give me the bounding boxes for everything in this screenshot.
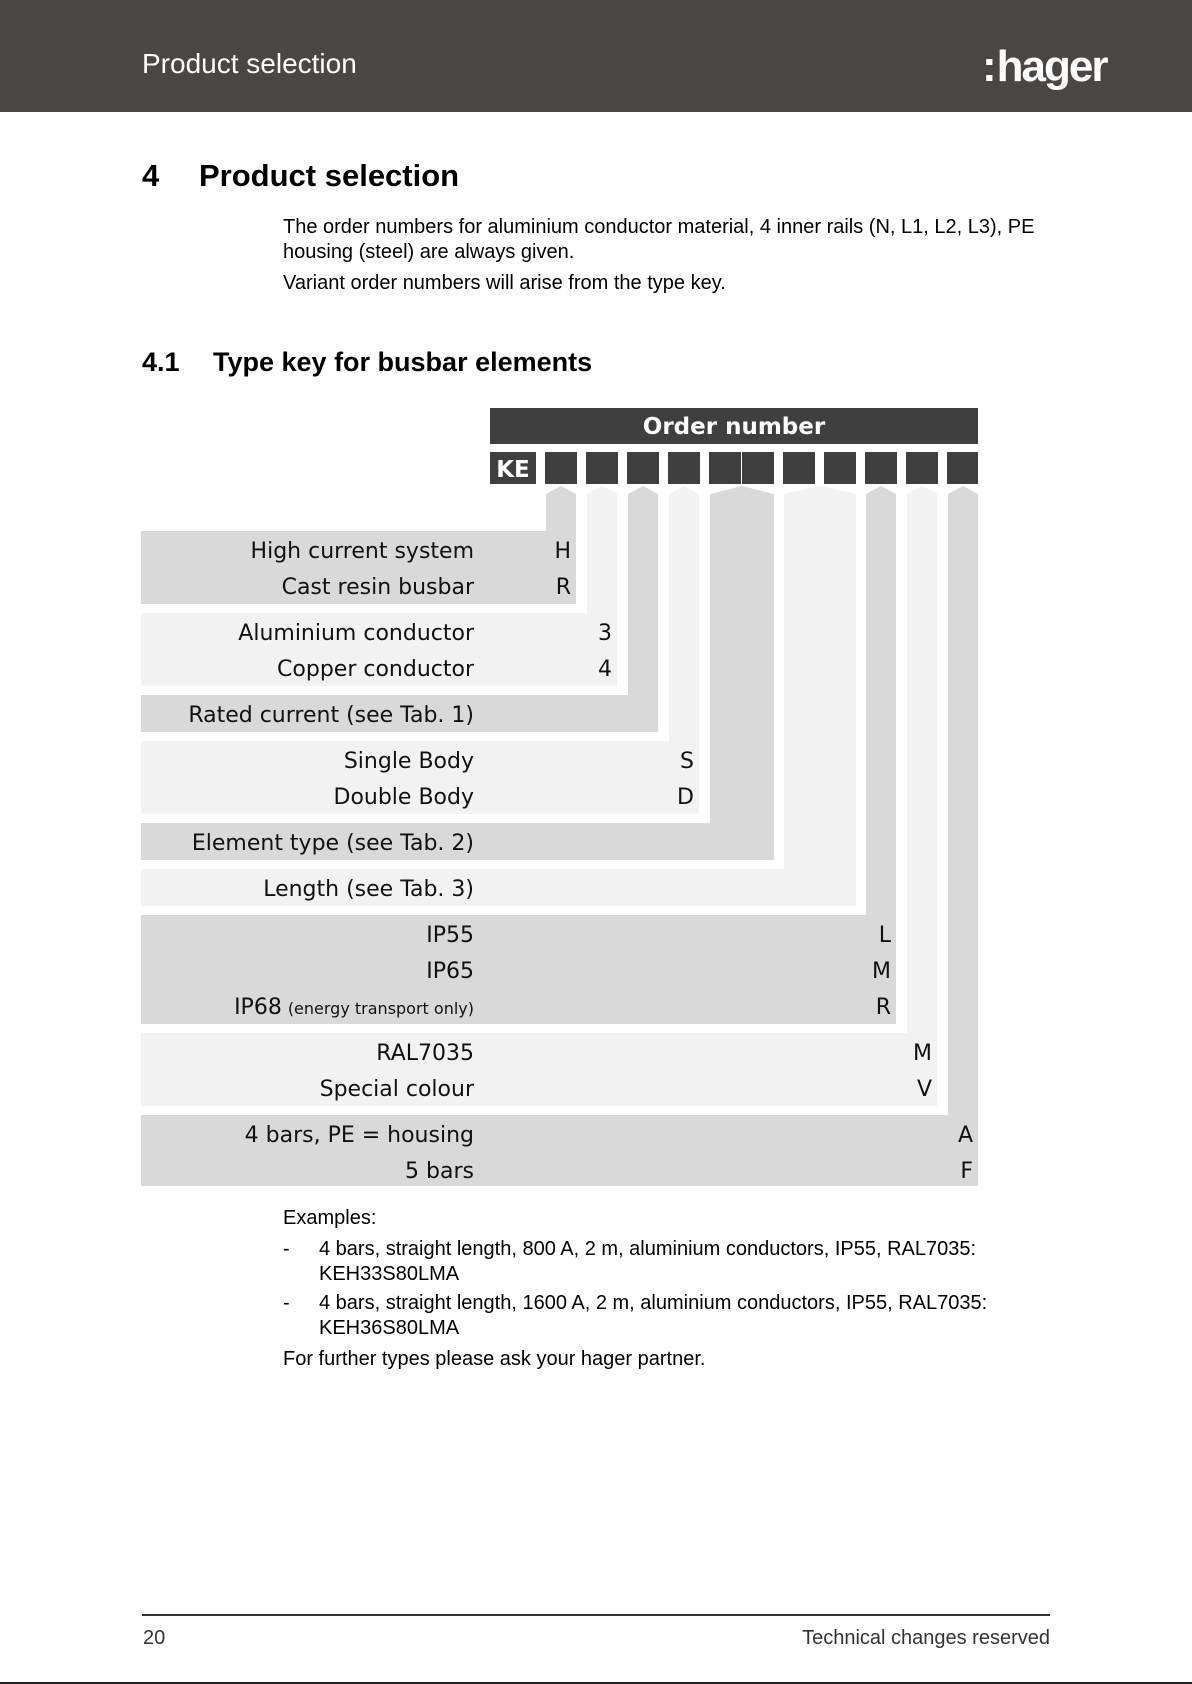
subsection-number: 4.1 [142,347,180,377]
band-colour [141,1033,937,1106]
position-box [865,452,897,484]
example-text: 4 bars, straight length, 1600 A, 2 m, aluminium conductors, IP55, RAL7035: KEH36S80LMA [319,1292,988,1339]
footer-divider [142,1614,1050,1616]
example-item [283,1237,1063,1287]
position-box [668,452,700,484]
position-box [824,452,856,484]
position-box [709,452,741,484]
code-m-ip65: M [872,959,891,984]
code-d: D [677,785,694,810]
section-title: Product selection [199,158,460,193]
list-dash: - [283,1238,290,1260]
label-length: Length (see Tab. 3) [263,877,474,902]
examples-title: Examples: [283,1207,377,1229]
code-s: S [680,749,694,774]
label-ip68 [234,995,474,1020]
position-box [906,452,938,484]
code-4: 4 [598,657,612,682]
label-special-colour: Special colour [319,1077,474,1102]
position-box [545,452,577,484]
label-rated-current: Rated current (see Tab. 1) [188,703,474,728]
code-f: F [960,1159,973,1184]
subsection-title: Type key for busbar elements [213,347,593,377]
header-title: Product selection [142,48,357,79]
example-item [283,1291,1063,1341]
label-ip68-main: IP68 [234,995,282,1020]
position-box [742,452,774,484]
code-v: V [916,1077,932,1102]
band-length [141,869,856,906]
section-number: 4 [142,158,160,193]
page-number: 20 [143,1627,166,1649]
label-cast-resin-busbar: Cast resin busbar [281,575,474,600]
label-element-type: Element type (see Tab. 2) [191,831,474,856]
label-copper-conductor: Copper conductor [277,657,474,682]
connector-colour [907,486,937,1106]
label-high-current-system: High current system [250,539,474,564]
position-box [947,452,978,484]
connector-length [784,486,856,906]
code-r-resin: R [555,575,571,600]
prefix-label: KE [496,457,530,483]
connector-bars [948,486,978,1186]
further-types-note: For further types please ask your hager partner. [283,1348,706,1370]
list-dash: - [283,1292,290,1314]
order-number-header: Order number [642,414,826,440]
footer-note: Technical changes reserved [802,1627,1050,1649]
label-aluminium-conductor: Aluminium conductor [238,621,474,646]
position-box [783,452,815,484]
hager-logo: :hager [982,42,1107,91]
code-l: L [878,923,891,948]
example-text: 4 bars, straight length, 800 A, 2 m, aluminium conductors, IP55, RAL7035: KEH33S80LMA [319,1238,977,1285]
code-m-ral: M [913,1041,932,1066]
examples-block [283,1206,1063,1372]
label-ip55: IP55 [426,923,474,948]
label-ral7035: RAL7035 [376,1041,474,1066]
code-r-ip68: R [875,995,891,1020]
label-ip65: IP65 [426,959,474,984]
intro-paragraph-1: The order numbers for aluminium conductor material, 4 inner rails (N, L1, L2, L3), PE housing (steel) are always given. [283,216,1035,263]
label-5-bars: 5 bars [405,1159,474,1184]
connector-element-type [710,486,774,860]
label-single-body: Single Body [343,749,474,774]
code-h: H [554,539,571,564]
position-box [586,452,618,484]
code-3: 3 [598,621,612,646]
label-4-bars: 4 bars, PE = housing [244,1123,474,1148]
label-ip68-note: (energy transport only) [287,999,474,1018]
intro-paragraph-2: Variant order numbers will arise from the type key. [283,272,726,294]
label-double-body: Double Body [333,785,474,810]
position-box [627,452,659,484]
code-a: A [957,1123,973,1148]
